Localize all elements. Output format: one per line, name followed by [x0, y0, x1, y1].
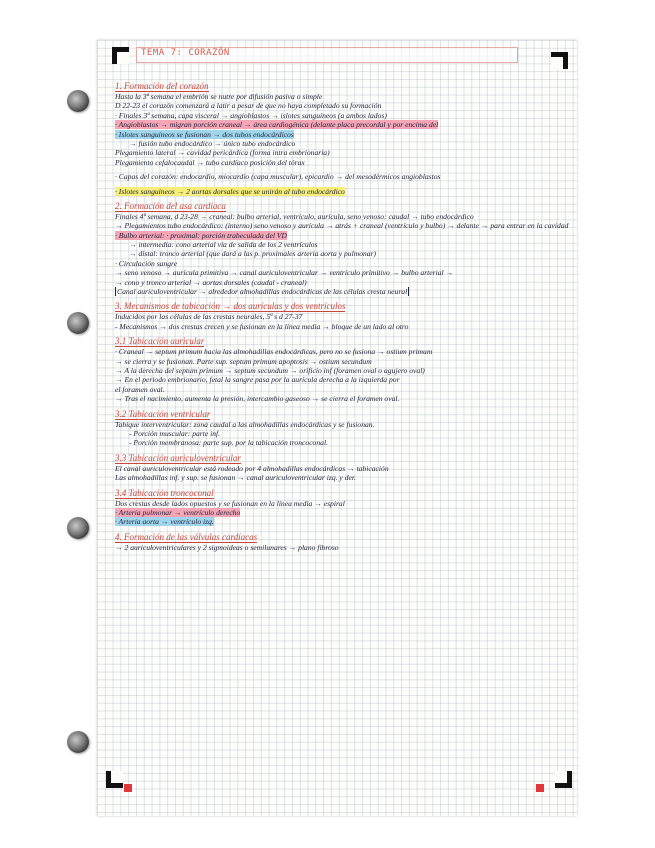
- page-title: TEMA 7: CORAZÓN: [141, 48, 230, 58]
- note-line: [115, 231, 573, 240]
- highlighted-text: · Arteria pulmonar → ventrículo derecho: [115, 507, 241, 517]
- note-line: Hasta la 3ª semana el embrión se nutre por difusión pasiva o simple: [115, 92, 323, 101]
- note-line: → Tras el nacimiento, aumenta la presión, intercambio gaseoso → se cierra el foramen oval.: [115, 394, 400, 404]
- highlighted-text: · Bulbo arterial: · proximal: porción trabeculada del VD: [115, 230, 287, 240]
- section-heading: [115, 300, 573, 312]
- note-line: → distal: tronco arterial (que dará a las p. proximales arteria aorta y pulmonar): [129, 249, 377, 259]
- note-line: · Capas del corazón: endocardio, miocardio (capa muscular), epicardio → del mesodérmicos angioblastos: [115, 172, 441, 182]
- note-line: → 2 auriculoventriculares y 2 sigmoideas o semilunares → plano fibroso: [115, 542, 339, 552]
- corner-marker-bottom-right: [555, 771, 572, 788]
- note-line: el foramen oval.: [115, 384, 165, 394]
- section-heading-text: 3.1 Tabicación auricular: [115, 336, 205, 347]
- note-line: Tabique interventricular: zona caudal a las almohadillas endocárdicas y se fusionan.: [115, 419, 375, 429]
- note-line: · Craneal → septum primum hacia las almohadillas endocárdicas, pero no se fusiona → ostium primum: [115, 347, 433, 357]
- binder-hole-3: [67, 517, 89, 539]
- note-line: D 22-23 el corazón comenzará a latir a pesar de que no haya completado su formación: [115, 101, 382, 111]
- boxed-text: Canal auriculoventricular → alrededor almohadillas endocárdicas de las células cresta neural: [117, 287, 408, 297]
- note-line: - Porción muscular: parte inf.: [129, 428, 221, 438]
- note-line: → se cierra y se fusionan. Parte sup. septum primum apoptosis → ostium secundum: [115, 356, 372, 366]
- red-marker-left: [124, 784, 132, 792]
- note-line: → En el periodo embrionario, fetal la sangre pasa por la aurícula derecha a la izquierda por: [115, 375, 400, 385]
- section-heading: [115, 531, 573, 543]
- page-title-box: [136, 47, 518, 63]
- corner-marker-top-left: [112, 47, 129, 64]
- note-line: → fusión tubo endocárdico → único tubo endocárdico: [129, 138, 296, 148]
- corner-marker-top-right: [551, 52, 568, 69]
- section-heading-text: 4. Formación de las válvulas cardíacas: [115, 531, 258, 542]
- note-line: → cono y tronco arterial → aortas dorsales (caudal - craneal): [115, 277, 307, 287]
- section-heading: [115, 335, 573, 347]
- note-line: [115, 517, 573, 526]
- note-line: → intermedia: cono arterial vía de salida de los 2 ventrículos: [129, 240, 318, 250]
- section-heading-text: 1. Formación del corazón: [115, 81, 209, 91]
- corner-marker-bottom-left: [106, 771, 123, 788]
- highlighted-text: · Islotes sanguíneos se fusionan → dos tubos endocárdicos: [115, 129, 294, 139]
- note-line: Dos crestas desde lados opuestos y se fusionan en la línea media → espiral: [115, 498, 345, 508]
- note-line: → Plegamientos tubo endocárdico: (interno) seno venoso y aurícula → atrás + craneal (ventrículo y bulbo) → delante → para entrar en la cavidad: [115, 221, 569, 231]
- note-line: Plegamiento cefalocaudal → tubo cardíaco posición del tórax: [115, 157, 305, 167]
- binder-hole-1: [67, 90, 89, 112]
- note-line: · Circulación sangre: [115, 258, 178, 268]
- section-heading-text: 3. Mecanismos de tabicación → dos aurículas y dos ventrículos: [115, 301, 346, 312]
- section-heading-text: 2. Formación del asa cardíaca: [115, 200, 226, 211]
- section-heading-text: 3.4 Tabicación troncoconal: [115, 487, 214, 498]
- note-line: → A la derecha del septum primum → septum secundum → orificio inf (foramen oval o agujero oval): [115, 365, 425, 375]
- binder-hole-2: [67, 312, 89, 334]
- section-heading: [115, 408, 573, 420]
- note-line: Finales 4ª semana, d 23-28 → craneal: bulbo arterial, ventrículo, aurícula, seno venoso: caudal → tubo endocárdico: [115, 211, 474, 221]
- highlighted-text: · Angioblastos → migran porción craneal → área cardiogénica (delante placa precordal y por encima del: [115, 120, 439, 130]
- section-heading: [115, 487, 573, 499]
- note-line: Las almohadillas inf. y sup. se fusionan → canal auriculoventricular izq. y der.: [115, 473, 356, 483]
- section-heading: [115, 80, 573, 92]
- notes-body: [115, 76, 573, 552]
- binder-hole-4: [67, 731, 89, 753]
- section-heading-text: 3.2 Tabicación ventricular: [115, 408, 211, 419]
- note-line: El canal auriculoventricular está rodeado por 4 almohadillas endocárdicas → tabicación: [115, 463, 389, 473]
- section-heading: [115, 452, 573, 464]
- note-line: · Finales 3ª semana, capa visceral → angioblastos → islotes sanguíneos (a ambos lados): [115, 110, 387, 120]
- note-line: - Porción membranosa: parte sup. por la tabicación troncoconal.: [129, 438, 328, 448]
- note-line: [115, 120, 573, 129]
- highlighted-text: · Arteria aorta → ventrículo izq.: [115, 517, 214, 527]
- note-line: [115, 187, 573, 196]
- note-line: → seno venoso → aurícula primitiva → canal auriculoventricular → ventrículo primitivo → bulbo arterial →: [115, 268, 454, 278]
- note-line: [115, 508, 573, 517]
- highlighted-text: · Islotes sanguíneos → 2 aortas dorsales que se unirán al tubo endocárdico: [115, 186, 345, 196]
- note-line: [115, 130, 573, 139]
- note-line: Plegamiento lateral → cavidad pericárdica (forma intra embrionaria): [115, 148, 330, 158]
- note-line: - Mecanismos → dos crestas crecen y se fusionan en la línea media → bloque de un lado al otro: [115, 321, 409, 331]
- note-line: Inducidos por las células de las crestas neurales, 5ª s d 27-37: [115, 312, 303, 322]
- section-heading-text: 3.3 Tabicación auriculoventricular: [115, 452, 241, 463]
- note-line: [115, 287, 573, 296]
- section-heading: [115, 200, 573, 212]
- red-marker-right: [536, 784, 544, 792]
